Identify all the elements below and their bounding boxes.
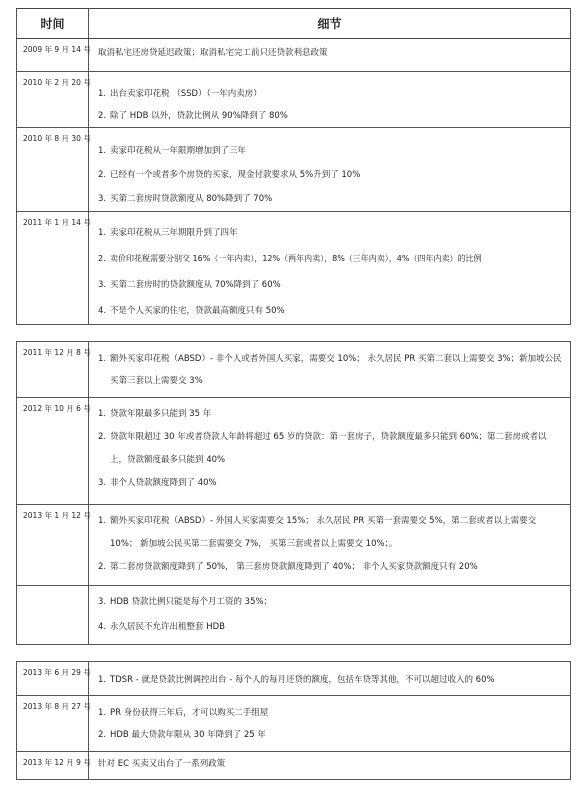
row-date: 2013 年 12 月 9 号 [17,752,89,780]
list-item: 1. 卖家印花税从三年期限升到了四年 [98,228,238,238]
list-item: 2. 卖价印花税需要分别交 16%（一年内卖），12%（两年内卖），8%（三年内卖），4%（四年内卖）的比例 [98,254,482,263]
list-item: 2. 已经有一个或者多个房贷的买家，现金付款要求从 5%升到了 10% [98,170,361,180]
list-item: 3. 非个人贷款额度降到了 40% [98,478,217,488]
list-item: 2. 除了 HDB 以外，贷款比例从 90%降到了 80% [98,111,288,121]
row-detail [89,212,571,325]
detail-text: 取消私宅还房贷延迟政策；取消私宅完工前只还贷款利息政策 [98,48,328,58]
row-date [17,586,89,645]
list-item: 1. PR 身份获得三年后，才可以购买二手组屋 [98,708,269,718]
row-date: 2010 年 8 月 30 号 [17,128,89,212]
table-row [17,72,571,128]
list-item: 2. HDB 最大贷款年限从 30 年降到了 25 年 [98,730,266,740]
list-item: 1. TDSR - 就是贷款比例调控出台 - 每个人的每月还贷的额度，包括车贷等其他，不可以超过收入的 60% [98,675,495,685]
column-header-detail: 细节 [89,9,571,39]
table-row [17,696,571,752]
list-item: 2. 贷款年限超过 30 年或者贷款人年龄将超过 65 岁的贷款：第一套房子，贷款额度最多只能到 60%；第二套房或者以上，贷款额度最多只能到 40% [98,432,547,465]
row-date: 2010 年 2 月 20 号 [17,72,89,128]
policy-table-2 [16,341,571,645]
row-detail [89,398,571,505]
list-item: 3. 买第二套房时贷款额度从 80%降到了 70% [98,194,273,204]
table-row [17,398,571,505]
row-date: 2013 年 6 月 29 号 [17,662,89,696]
table-header-row [17,9,571,39]
row-detail [89,39,571,72]
table-row [17,505,571,586]
row-detail [89,72,571,128]
table-row [17,586,571,645]
list-item: 3. HDB 贷款比例只能是每个月工资的 35%； [98,597,273,607]
row-date: 2011 年 1 月 14 号 [17,212,89,325]
row-detail [89,128,571,212]
row-detail [89,586,571,645]
row-date: 2013 年 1 月 12 号 [17,505,89,586]
list-item: 1. 卖家印花税从一年限期增加到了三年 [98,146,247,156]
table-row [17,128,571,212]
list-item: 3. 买第二套房时的贷款额度从 70%降到了 60% [98,280,281,290]
list-item: 1. 额外买家印花税（ABSD）- 外国人买家需要交 15%； 永久居民 PR 买第一套需要交 5%，第二套或者以上需要交 10%； 新加坡公民买第二套需要交 7%， 买第三套或者以上需要交 10%；。 [98,516,537,549]
table-row [17,752,571,780]
table-row [17,342,571,398]
row-detail [89,752,571,780]
list-item: 1. 贷款年限最多只能到 35 年 [98,409,212,419]
row-date: 2013 年 8 月 27 号 [17,696,89,752]
list-item: 1. 额外买家印花税（ABSD）- 非个人或者外国人买家，需要交 10%； 永久居民 PR 买第二套以上需要交 3%；新加坡公民买第三套以上需要交 3% [98,354,562,386]
row-date: 2012 年 10 月 6 号 [17,398,89,505]
row-detail [89,505,571,586]
column-header-time: 时间 [17,9,89,39]
row-detail [89,696,571,752]
row-detail [89,342,571,398]
policy-table-1 [16,8,571,325]
list-item: 1. 出台卖家印花税 （SSD）（一年内卖房） [98,89,262,99]
row-date: 2009 年 9 月 14 号 [17,39,89,72]
list-item: 4. 永久居民不允许出租整套 HDB [98,622,225,632]
list-item: 2. 第二套房贷款额度降到了 50%， 第三套房贷款额度降到了 40%； 非个人买家贷款额度只有 20% [98,562,478,572]
row-detail [89,662,571,696]
table-row [17,39,571,72]
list-item: 4. 不是个人买家的住宅，贷款最高额度只有 50% [98,306,285,316]
policy-table-3 [16,661,571,780]
row-date: 2011 年 12 月 8 号 [17,342,89,398]
table-row [17,212,571,325]
detail-text: 针对 EC 买卖又出台了一系列政策 [98,759,226,769]
table-row [17,662,571,696]
